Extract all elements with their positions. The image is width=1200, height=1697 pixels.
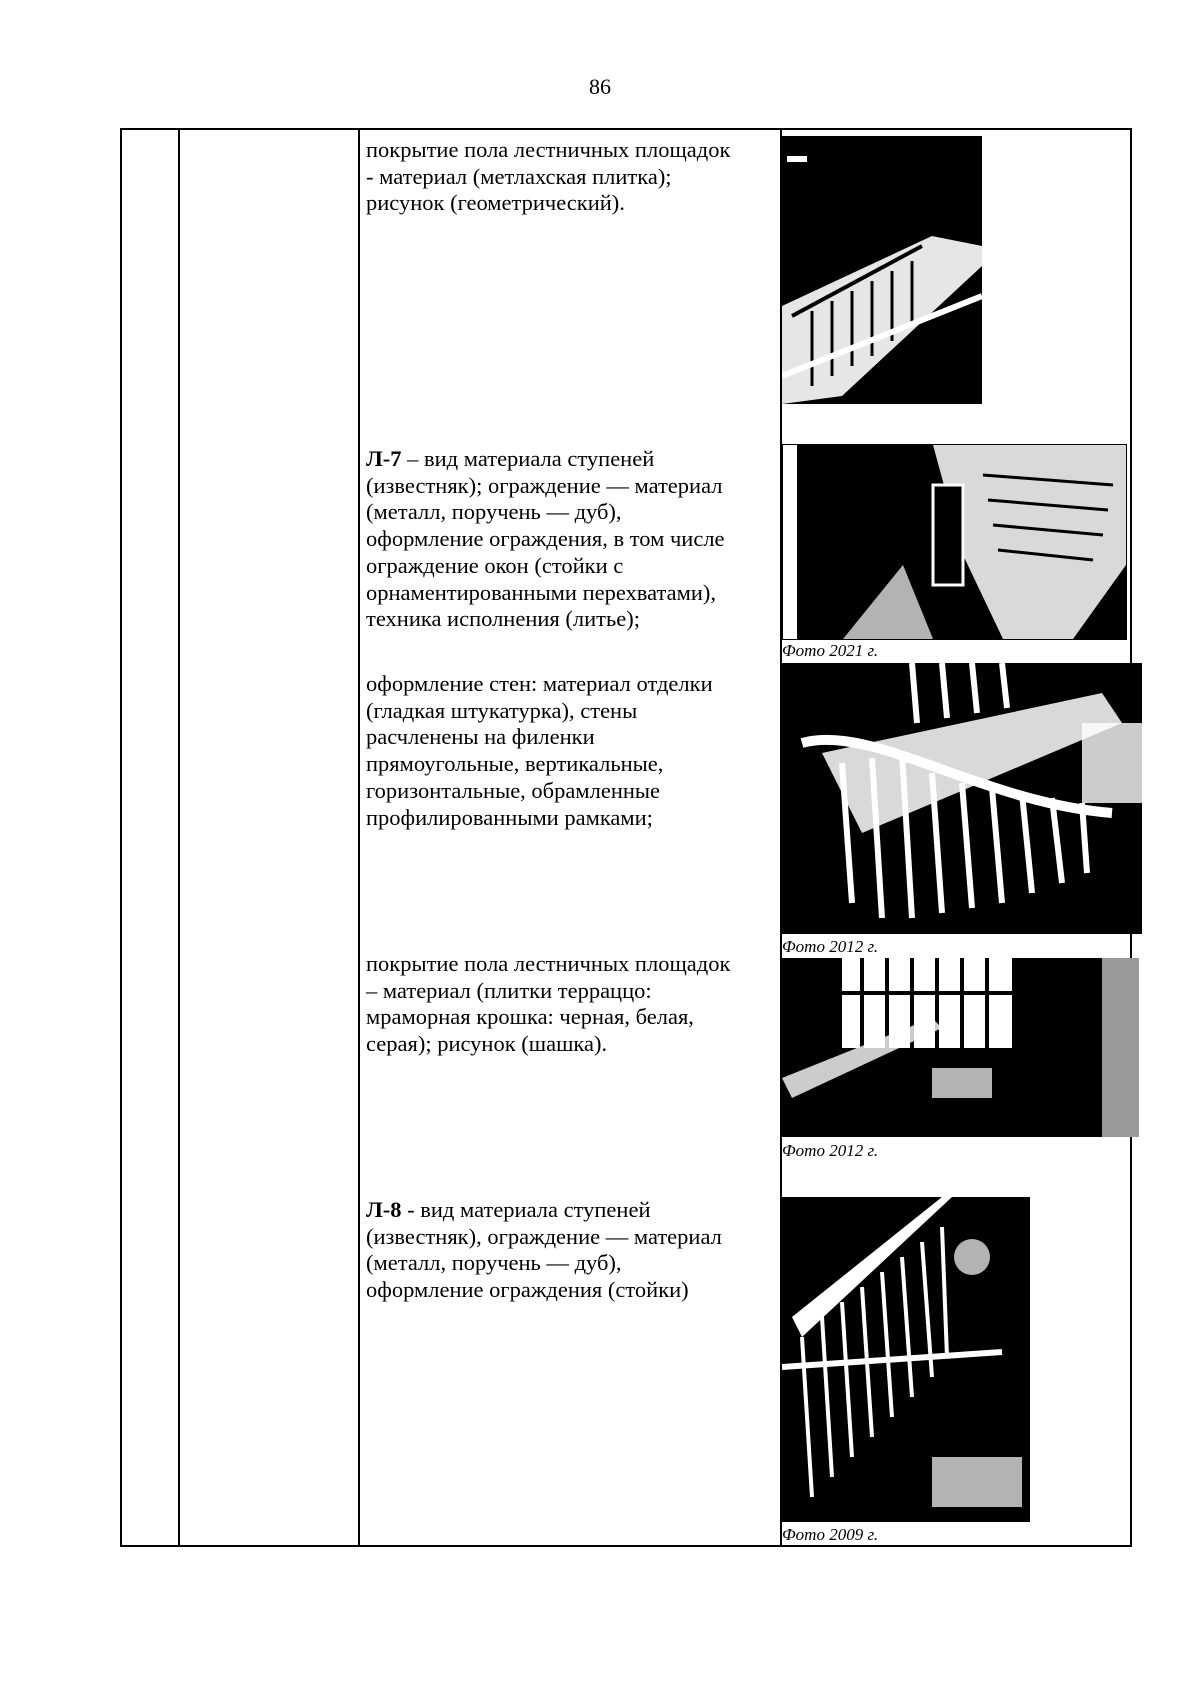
text-line: (металл, поручень — дуб), [366,1250,622,1276]
photo-caption: Фото 2021 г. [782,641,879,660]
staircase-code: Л-7 [366,446,402,471]
text-line [366,446,725,473]
staircase-photo-2 [782,444,1127,640]
staircase-photo-5 [782,1197,1030,1522]
description-block-floor-metlakh [366,137,730,217]
text-line: оформление стен: материал отделки [366,671,713,696]
text-line: (известняк), ограждение — материал [366,1223,722,1249]
text-line: (известняк); ограждение — материал [366,472,723,498]
description-block-l7 [366,446,725,633]
column-divider-2 [358,130,360,1545]
staircase-photo-3 [782,663,1142,934]
page-number: 86 [589,74,611,99]
text-line: оформление ограждения (стойки) [366,1277,689,1303]
text-line: орнаментированными перехватами), [366,579,717,605]
text-line: мраморная крошка: черная, белая, [366,1004,694,1030]
text-line: ограждение окон (стойки с [366,552,624,578]
text-line: горизонтальные, обрамленные [366,777,661,803]
description-block-floor-terrazzo [366,951,730,1058]
text-line: (гладкая штукатурка), стены [366,697,638,723]
text-line: - материал (метлахская плитка); [366,163,672,189]
text-line [366,1197,722,1224]
text-line: покрытие пола лестничных площадок [366,951,731,976]
text-line: серая); рисунок (шашка). [366,1031,608,1057]
text-line: техника исполнения (литье); [366,606,640,632]
photo-caption: Фото 2012 г. [782,937,879,956]
text-line: – материал (плитки терраццо: [366,977,652,1003]
text-line: (металл, поручень — дуб), [366,499,622,525]
text-line: профилированными рамками; [366,804,653,830]
staircase-code: Л-8 [366,1197,402,1222]
text-line: рисунок (геометрический). [366,190,625,216]
text-line-rest: – вид материала ступеней [401,446,655,471]
text-line: покрытие пола лестничных площадок [366,137,731,162]
text-line-rest: - вид материала ступеней [401,1197,651,1222]
staircase-photo-1 [782,136,982,404]
photo-caption: Фото 2009 г. [782,1525,879,1544]
text-line: прямоугольные, вертикальные, [366,751,664,777]
column-divider-1 [178,130,180,1545]
text-line: оформление ограждения, в том числе [366,526,725,552]
staircase-photo-4 [782,958,1139,1137]
description-block-l8 [366,1197,722,1304]
text-line: расчленены на филенки [366,724,595,750]
description-block-walls [366,671,713,831]
photo-caption: Фото 2012 г. [782,1141,879,1160]
